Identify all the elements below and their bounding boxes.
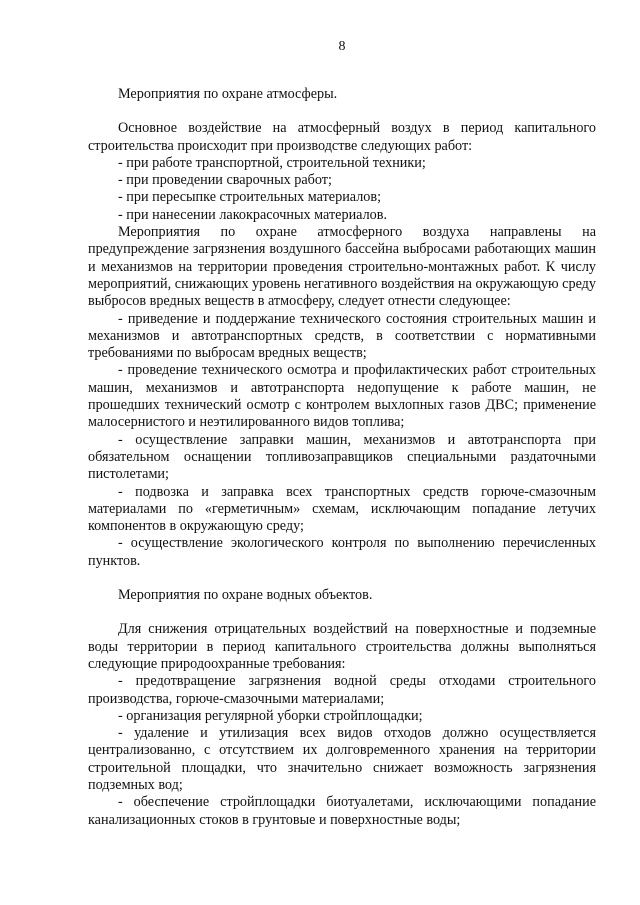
water-intro: Для снижения отрицательных воздействий на поверхностные и подземные воды территории в период капитального строительства должны выполняться следующие природоохранные требования: xyxy=(88,621,596,672)
list-item: - удаление и утилизация всех видов отходов должно осуществляется централизованно, с отсутствием их долговременного хранения на территории строительной площадки, что значительно снижает возможность загрязнения подземных вод; xyxy=(88,725,596,793)
atmosphere-measures-intro: Мероприятия по охране атмосферного воздуха направлены на предупреждение загрязнения воздушного бассейна выбросами работающих машин и механизмов на территории проведения строительно-монтажных работ. К числу мероприятий, снижающих уровень негативного воздействия на окружающую среду выбросов вредных веществ в атмосферу, следует отнести следующее: xyxy=(88,224,596,310)
page-number: 8 xyxy=(338,39,346,54)
list-item: - при работе транспортной, строительной техники; xyxy=(118,154,426,171)
section-heading-water: Мероприятия по охране водных объектов. xyxy=(118,587,373,604)
list-item: - обеспечение стройплощадки биотуалетами, исключающими попадание канализационных стоков в грунтовые и поверхностные воды; xyxy=(88,794,596,828)
list-item: - проведение технического осмотра и профилактических работ строительных машин, механизмов и автотранспорта недопущение к работе машин, не прошедших технический осмотр с контролем выхлопных газов ДВС; применение малосернистого и неэтилированного видов топлива; xyxy=(88,362,596,431)
list-item: - при пересыпке строительных материалов; xyxy=(118,189,382,206)
spacer xyxy=(88,604,596,621)
list-item: - подвозка и заправка всех транспортных средств горюче-смазочным материалами по «герметичным» схемам, исключающим попадание летучих компонентов в окружающую среду; xyxy=(88,483,596,535)
page-content xyxy=(88,86,596,829)
section-heading-atmosphere: Мероприятия по охране атмосферы. xyxy=(118,86,338,102)
list-item: - при проведении сварочных работ; xyxy=(118,172,332,189)
spacer xyxy=(88,570,596,587)
list-item: - при нанесении лакокрасочных материалов. xyxy=(118,206,388,223)
spacer xyxy=(88,103,596,120)
list-item: - осуществление экологического контроля по выполнению перечисленных пунктов. xyxy=(88,535,596,569)
list-item: - осуществление заправки машин, механизмов и автотранспорта при обязательном оснащении топливозаправщиков специальными раздаточными пистолетами; xyxy=(88,431,596,483)
list-item: - приведение и поддержание технического состояния строительных машин и механизмов и автотранспортных средств, в соответствии с нормативными требованиями по выбросам вредных веществ; xyxy=(88,310,596,362)
list-item: - организация регулярной уборки стройплощадки; xyxy=(118,707,423,724)
atmosphere-intro: Основное воздействие на атмосферный воздух в период капитального строительства происходит при производстве следующих работ: xyxy=(88,120,596,154)
list-item: - предотвращение загрязнения водной среды отходами строительного производства, горюче-смазочными материалами; xyxy=(88,673,596,707)
